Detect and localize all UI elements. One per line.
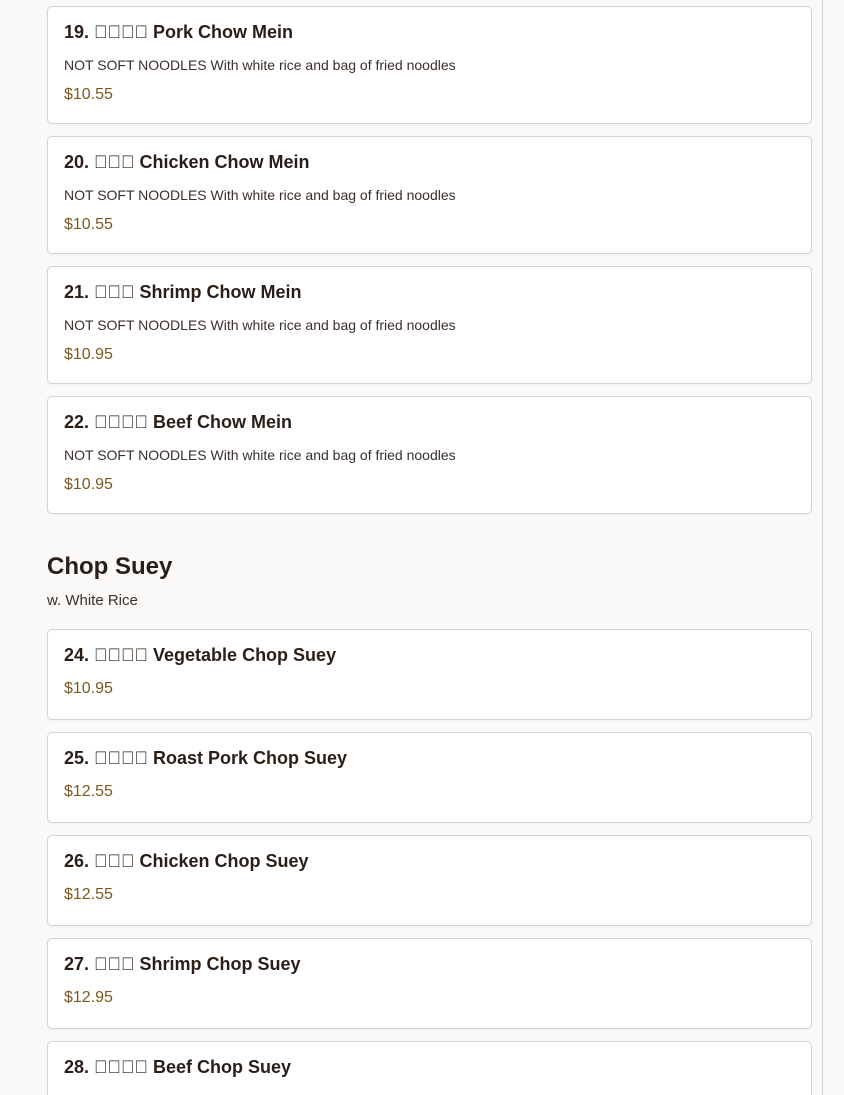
menu-item-card[interactable] (47, 1041, 812, 1095)
menu-item-card[interactable] (47, 732, 812, 823)
menu-item-title: 22.      Beef Chow Mein (64, 412, 293, 432)
menu-item-description: NOT SOFT NOODLES With white rice and bag of fried noodles (64, 187, 456, 203)
menu-item-card[interactable] (47, 629, 812, 720)
section-subtitle: w. White Rice (47, 592, 138, 609)
menu-item-title: 28.      Beef Chop Suey (64, 1057, 292, 1077)
menu-item-price: $10.95 (64, 476, 113, 493)
menu-item-card[interactable] (47, 938, 812, 1029)
menu-item-description: NOT SOFT NOODLES With white rice and bag of fried noodles (64, 447, 456, 463)
menu-item-price: $12.55 (64, 886, 113, 903)
menu-item-title: 27.     Shrimp Chop Suey (64, 954, 301, 974)
menu-item-title: 24.      Vegetable Chop Suey (64, 645, 337, 665)
menu-item-card[interactable] (47, 396, 812, 514)
section-title: Chop Suey (47, 553, 173, 580)
menu-item-price: $10.55 (64, 86, 113, 103)
menu-item-card[interactable] (47, 835, 812, 926)
menu-item-description: NOT SOFT NOODLES With white rice and bag of fried noodles (64, 317, 456, 333)
menu-item-price: $12.55 (64, 783, 113, 800)
menu-item-price: $10.55 (64, 216, 113, 233)
menu-item-title: 19.      Pork Chow Mein (64, 22, 294, 42)
menu-item-price: $10.95 (64, 346, 113, 363)
menu-item-title: 21.     Shrimp Chow Mein (64, 282, 302, 302)
menu-item-title: 20.     Chicken Chow Mein (64, 152, 310, 172)
menu-item-title: 25.      Roast Pork Chop Suey (64, 748, 348, 768)
menu-item-title: 26.     Chicken Chop Suey (64, 851, 309, 871)
menu-item-price: $12.95 (64, 989, 113, 1006)
content-divider (822, 0, 823, 1095)
menu-item-price: $10.95 (64, 680, 113, 697)
menu-item-description: NOT SOFT NOODLES With white rice and bag of fried noodles (64, 57, 456, 73)
menu-item-card[interactable] (47, 6, 812, 124)
menu-item-card[interactable] (47, 266, 812, 384)
menu-item-card[interactable] (47, 136, 812, 254)
